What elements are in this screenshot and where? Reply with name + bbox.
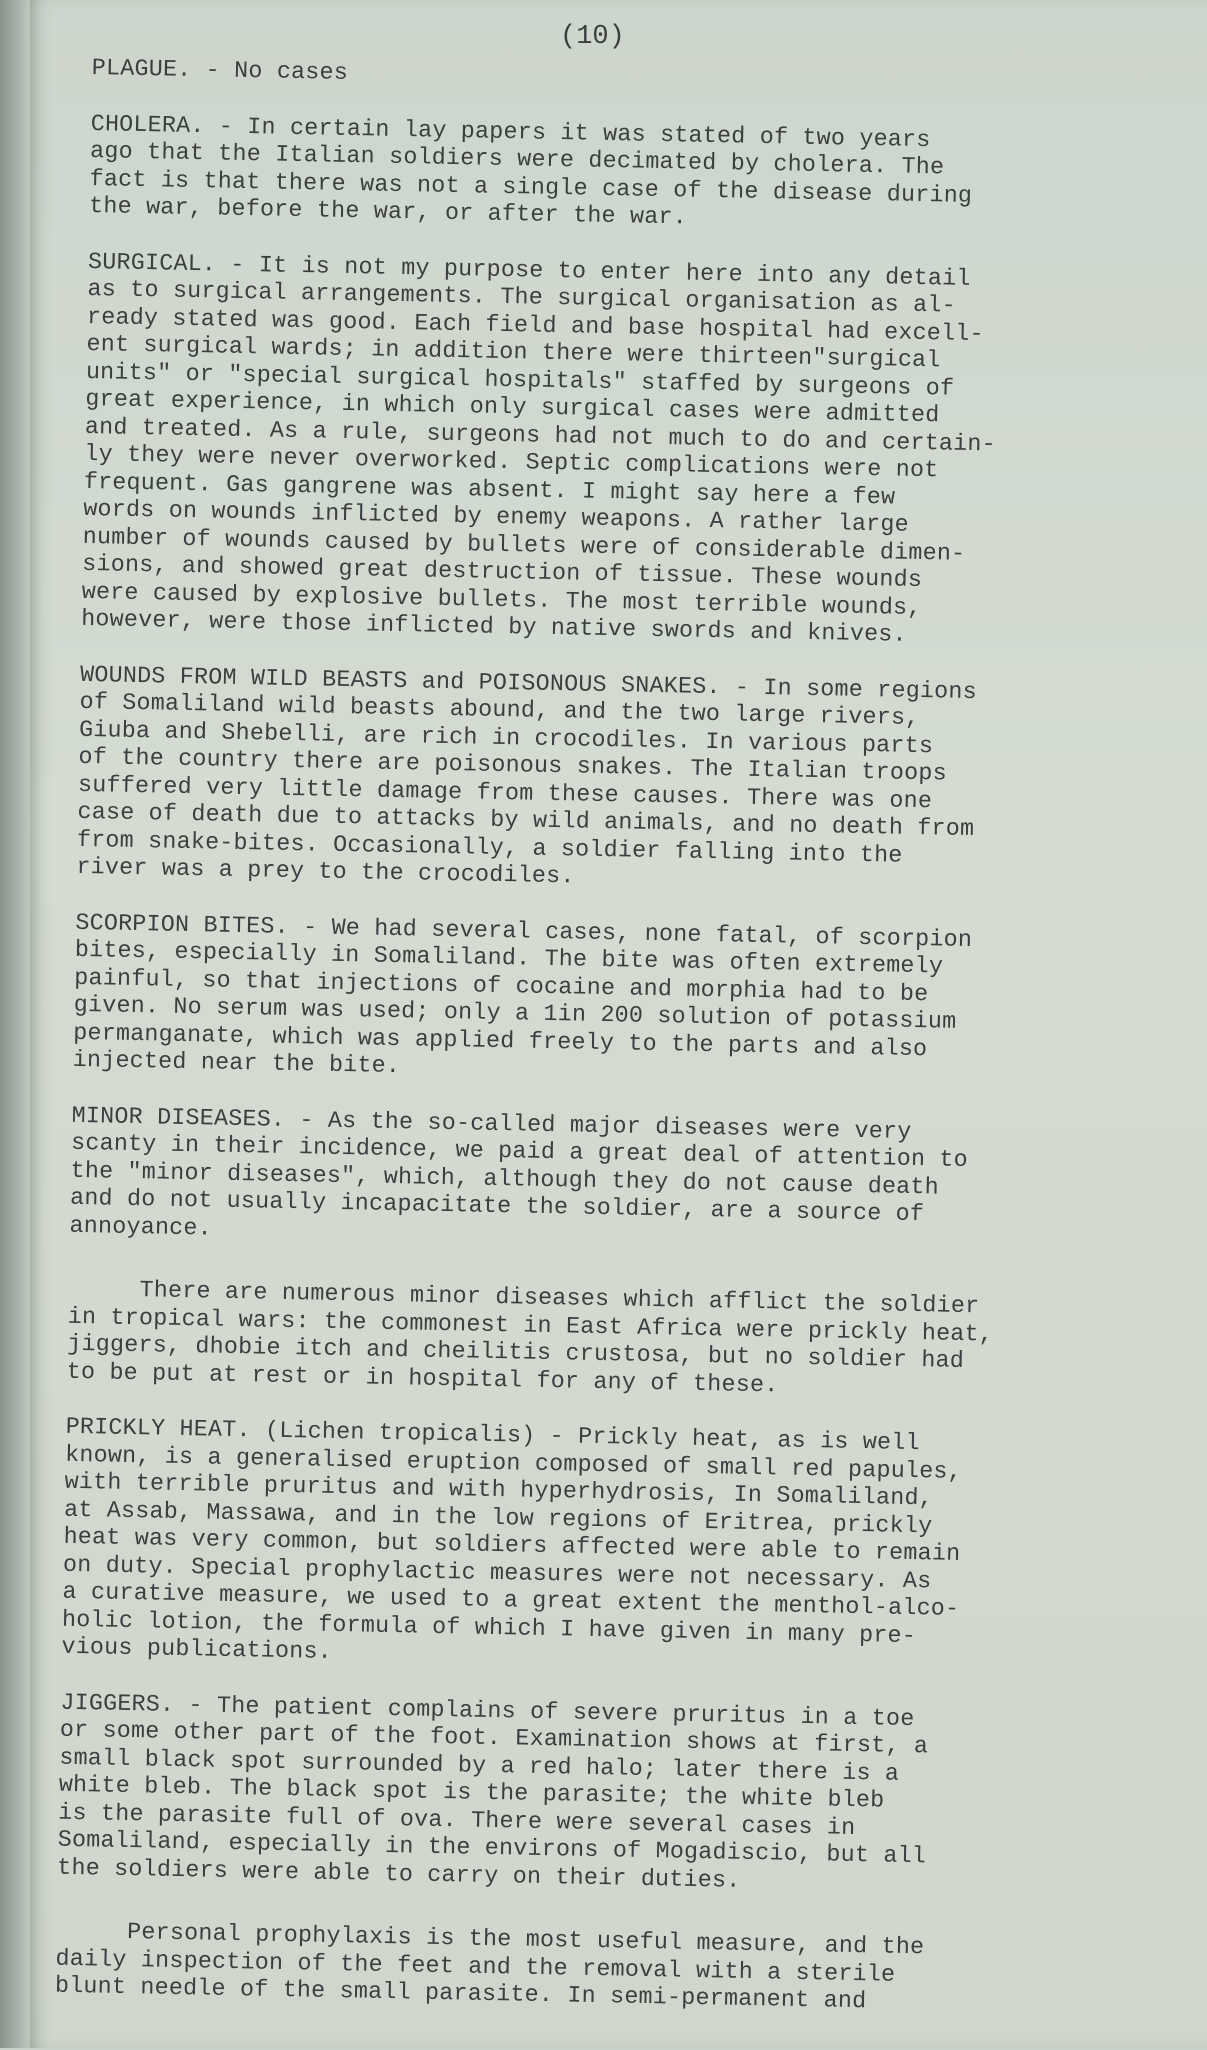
- paragraph-prickly-heat: PRICKLY HEAT. (Lichen tropicalis) - Prickly heat, as is well known, is a generalised eruption composed of small red papules, with terrible pruritus and with hyperhydrosis, In Somaliland, at Assab, Massawa, and in the low regions of Eritrea, prickly heat was very common, but soldiers affected were able to remain on duty. Special prophylactic measures were not necessary. As a curative measure, we used to a great extent the menthol-alco- holic lotion, the formula of which I have given in many pre- vious publications.: [61, 1414, 963, 1666]
- paragraph-scorpion-bites: SCORPION BITES. - We had several cases, none fatal, of scorpion bites, especially in Somaliland. The bite was often extremely painful, so that injections of cocaine and morphia had to be given. No serum was used; only a 1in 200 solution of potassium permanganate, which was applied freely to the parts and also injected near the bite.: [72, 910, 973, 1081]
- paragraph-jiggers: JIGGERS. - The patient complains of severe pruritus in a toe or some other part of the foot. Examination shows at first, a small black spot surrounded by a red halo; later there is a white bleb. The black spot is the parasite; the white bleb is the parasite full of ova. There were several cases in Somaliland, especially in the environs of Mogadiscio, but all the soldiers were able to carry on their duties.: [56, 1690, 929, 1895]
- paragraph-surgical: SURGICAL. - It is not my purpose to enter here into any detail as to surgical arrangements. The surgical organisation as al- ready stated was good. Each field and base hospital had excell- ent surgical wards; in addition there were thirteen"surgical units" or "special surgical hospitals" staffed by surgeons of great experience, in which only surgical cases were admitted and treated. As a rule, surgeons had not much to do and certain- ly they were never overworked. Septic complications were not frequent. Gas gangrene was absent. I might say here a few words on wounds inflicted by enemy weapons. A rather large number of wounds caused by bullets were of considerable dimen- sions, and showed great destruction of tissue. These wounds were caused by explosive bullets. The most terrible wounds, however, were those inflicted by native swords and knives.: [80, 249, 997, 649]
- paragraph-cholera: CHOLERA. - In certain lay papers it was stated of two years ago that the Italian soldiers were decimated by cholera. The fact is that there was not a single case of the disease during the war, before the war, or after the war.: [88, 111, 973, 232]
- page-number: (10): [560, 22, 625, 52]
- paragraph-plague: PLAGUE. - No cases: [91, 56, 349, 87]
- document-body: [54, 56, 1172, 2050]
- paragraph-numerous-minor: There are numerous minor diseases which afflict the soldier in tropical wars: the commonest in East Africa were prickly heat, jiggers, dhobie itch and cheilitis crustosa, but no soldier had to be put at rest or in hospital for any of these.: [66, 1276, 994, 1399]
- paragraph-personal-prophylaxis: Personal prophylaxis is the most useful measure, and the daily inspection of the feet and the removal with a sterile blunt needle of the small parasite. In semi-permanent and: [54, 1918, 925, 2016]
- paragraph-minor-diseases: MINOR DISEASES. - As the so-called major diseases were very scanty in their incidence, we paid a great deal of attention to the "minor diseases", which, although they do not cause death and do not usually incapacitate the soldier, are a source of annoyance.: [69, 1103, 969, 1243]
- paragraph-wounds-wild-beasts: WOUNDS FROM WILD BEASTS and POISONOUS SNAKES. - In some regions of Somaliland wild beasts abound, and the two large rivers, Giuba and Shebelli, are rich in crocodiles. In various parts of the country there are poisonous snakes. The Italian troops suffered very little damage from these causes. There was one case of death due to attacks by wild animals, and no death from from snake-bites. Occasionally, a soldier falling into the river was a prey to the crocodiles.: [76, 662, 978, 891]
- page-binding-edge: [0, 0, 30, 2048]
